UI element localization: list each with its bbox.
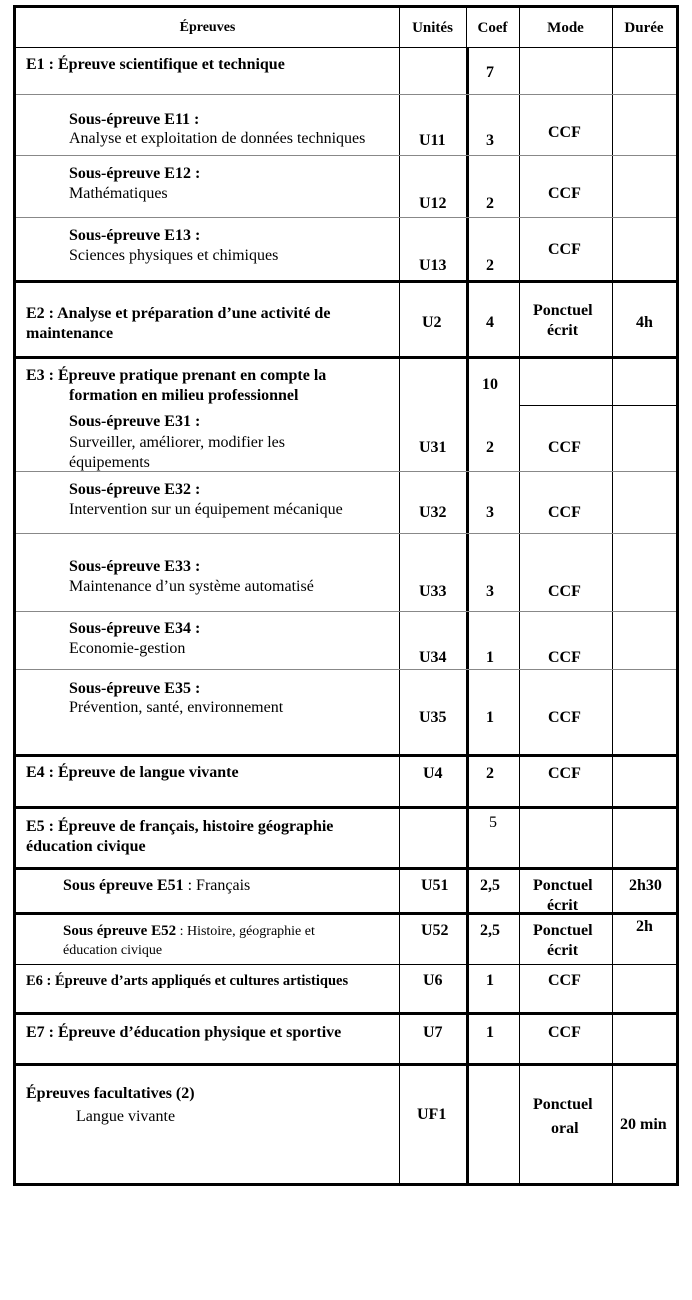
e33-unit: U33 [419, 583, 447, 600]
e6-title: E6 : Épreuve d’arts appliqués et cultures artistiques [26, 973, 349, 989]
e13-unit: U13 [419, 257, 447, 274]
e35-mode: CCF [548, 709, 581, 726]
row-divider [16, 867, 676, 870]
fac-desc: Langue vivante [76, 1108, 176, 1125]
header-mode: Mode [547, 19, 584, 36]
e12-label: Sous-épreuve E12 : [69, 165, 201, 182]
e2-unit: U2 [422, 314, 442, 331]
e31-unit: U31 [419, 439, 447, 456]
e7-mode: CCF [548, 1024, 581, 1041]
e2-title-1: E2 : Analyse et préparation d’une activité de [26, 305, 331, 322]
row-divider [16, 155, 676, 156]
e4-title: E4 : Épreuve de langue vivante [26, 764, 239, 781]
e51-label: Sous épreuve E51 [63, 877, 184, 894]
e12-desc: Mathématiques [69, 185, 168, 202]
e4-unit: U4 [423, 765, 443, 782]
e51-mode-2: écrit [547, 897, 579, 911]
row-divider [16, 47, 676, 48]
e6-unit: U6 [423, 972, 443, 989]
e12-coef: 2 [486, 195, 494, 212]
e2-title-2: maintenance [26, 325, 114, 342]
e52-label: Sous épreuve E52 [63, 923, 177, 939]
e3-coef: 10 [482, 376, 498, 393]
e6-coef: 1 [486, 972, 494, 989]
e11-mode: CCF [548, 124, 581, 141]
e52-unit: U52 [421, 922, 449, 939]
e1-coef: 7 [486, 64, 494, 81]
e12-unit: U12 [419, 195, 447, 212]
col-divider [612, 8, 613, 1183]
row-divider [16, 280, 676, 283]
fac-duree: 20 min [620, 1116, 667, 1133]
e7-title: E7 : Épreuve d’éducation physique et sportive [26, 1024, 342, 1041]
e3-title-2: formation en milieu professionnel [69, 387, 299, 404]
e34-unit: U34 [419, 649, 447, 666]
e33-mode: CCF [548, 583, 581, 600]
e32-mode: CCF [548, 504, 581, 521]
exam-table [13, 5, 679, 1186]
e11-unit: U11 [419, 132, 446, 149]
e11-label: Sous-épreuve E11 : [69, 111, 200, 128]
e2-duree: 4h [636, 314, 653, 331]
row-divider [519, 405, 676, 406]
e32-unit: U32 [419, 504, 447, 521]
e35-label: Sous-épreuve E35 : [69, 680, 201, 697]
e3-title-1: E3 : Épreuve pratique prenant en compte la [26, 367, 327, 384]
header-coef: Coef [477, 19, 508, 36]
e35-unit: U35 [419, 709, 447, 726]
header-epreuves: Épreuves [179, 20, 236, 35]
e31-coef: 2 [486, 439, 494, 456]
col-divider [519, 8, 520, 1183]
e2-coef: 4 [486, 314, 494, 331]
e34-mode: CCF [548, 649, 581, 666]
e51-desc: : Français [183, 877, 251, 894]
e11-desc: Analyse et exploitation de données techniques [69, 130, 366, 147]
e32-desc: Intervention sur un équipement mécanique [69, 501, 343, 518]
e13-desc: Sciences physiques et chimiques [69, 247, 279, 264]
e52-coef: 2,5 [480, 922, 500, 939]
e4-mode: CCF [548, 765, 581, 782]
row-divider [16, 964, 676, 965]
e51-coef: 2,5 [480, 877, 500, 894]
e5-coef: 5 [489, 814, 497, 831]
row-divider [16, 217, 676, 218]
e33-label: Sous-épreuve E33 : [69, 558, 201, 575]
e2-mode-1: Ponctuel [533, 302, 593, 319]
row-divider [16, 356, 676, 359]
e13-coef: 2 [486, 257, 494, 274]
e51-duree: 2h30 [629, 877, 662, 894]
e33-coef: 3 [486, 583, 494, 600]
e4-coef: 2 [486, 765, 494, 782]
e52-duree: 2h [636, 918, 653, 935]
header-duree: Durée [624, 19, 664, 36]
e31-label: Sous-épreuve E31 : [69, 413, 201, 430]
row-divider [16, 1012, 676, 1015]
e34-desc: Economie-gestion [69, 640, 186, 657]
row-divider [16, 806, 676, 809]
e34-label: Sous-épreuve E34 : [69, 620, 201, 637]
e35-coef: 1 [486, 709, 494, 726]
row-divider [16, 1063, 676, 1066]
row-divider [16, 912, 676, 915]
e51-text [63, 876, 250, 896]
e11-coef: 3 [486, 132, 494, 149]
row-divider [16, 669, 676, 670]
header-unites: Unités [412, 19, 453, 36]
row-divider [16, 754, 676, 757]
row-divider [16, 611, 676, 612]
col-divider [399, 8, 400, 1183]
fac-mode-1: Ponctuel [533, 1096, 593, 1113]
e33-desc: Maintenance d’un système automatisé [69, 578, 314, 595]
row-divider [16, 533, 676, 534]
e2-mode-2: écrit [547, 322, 579, 339]
e35-desc: Prévention, santé, environnement [69, 699, 284, 716]
e31-mode: CCF [548, 439, 581, 456]
e52-mode-1: Ponctuel [533, 922, 593, 939]
e5-title-2: éducation civique [26, 838, 146, 855]
e7-unit: U7 [423, 1024, 443, 1041]
e6-mode: CCF [548, 972, 581, 989]
e51-mode-1: Ponctuel [533, 877, 593, 894]
e32-label: Sous-épreuve E32 : [69, 481, 201, 498]
row-divider [16, 94, 676, 95]
e31-desc-1: Surveiller, améliorer, modifier les [69, 434, 285, 451]
e34-coef: 1 [486, 649, 494, 666]
e12-mode: CCF [548, 185, 581, 202]
fac-mode-2: oral [551, 1120, 579, 1137]
e32-coef: 3 [486, 504, 494, 521]
fac-unit: UF1 [417, 1106, 447, 1123]
e52-desc-2: éducation civique [63, 943, 163, 958]
e13-mode: CCF [548, 241, 581, 258]
e52-desc-1: : Histoire, géographie et [176, 924, 315, 939]
e13-label: Sous-épreuve E13 : [69, 227, 201, 244]
e51-unit: U51 [421, 877, 449, 894]
e1-title: E1 : Épreuve scientifique et technique [26, 56, 285, 73]
e31-desc-2: équipements [69, 454, 150, 471]
e5-title-1: E5 : Épreuve de français, histoire géographie [26, 818, 334, 835]
e7-coef: 1 [486, 1024, 494, 1041]
e52-text-1 [63, 921, 315, 942]
e52-mode-2: écrit [547, 942, 579, 959]
col-divider [466, 8, 467, 48]
fac-title: Épreuves facultatives (2) [26, 1085, 195, 1102]
